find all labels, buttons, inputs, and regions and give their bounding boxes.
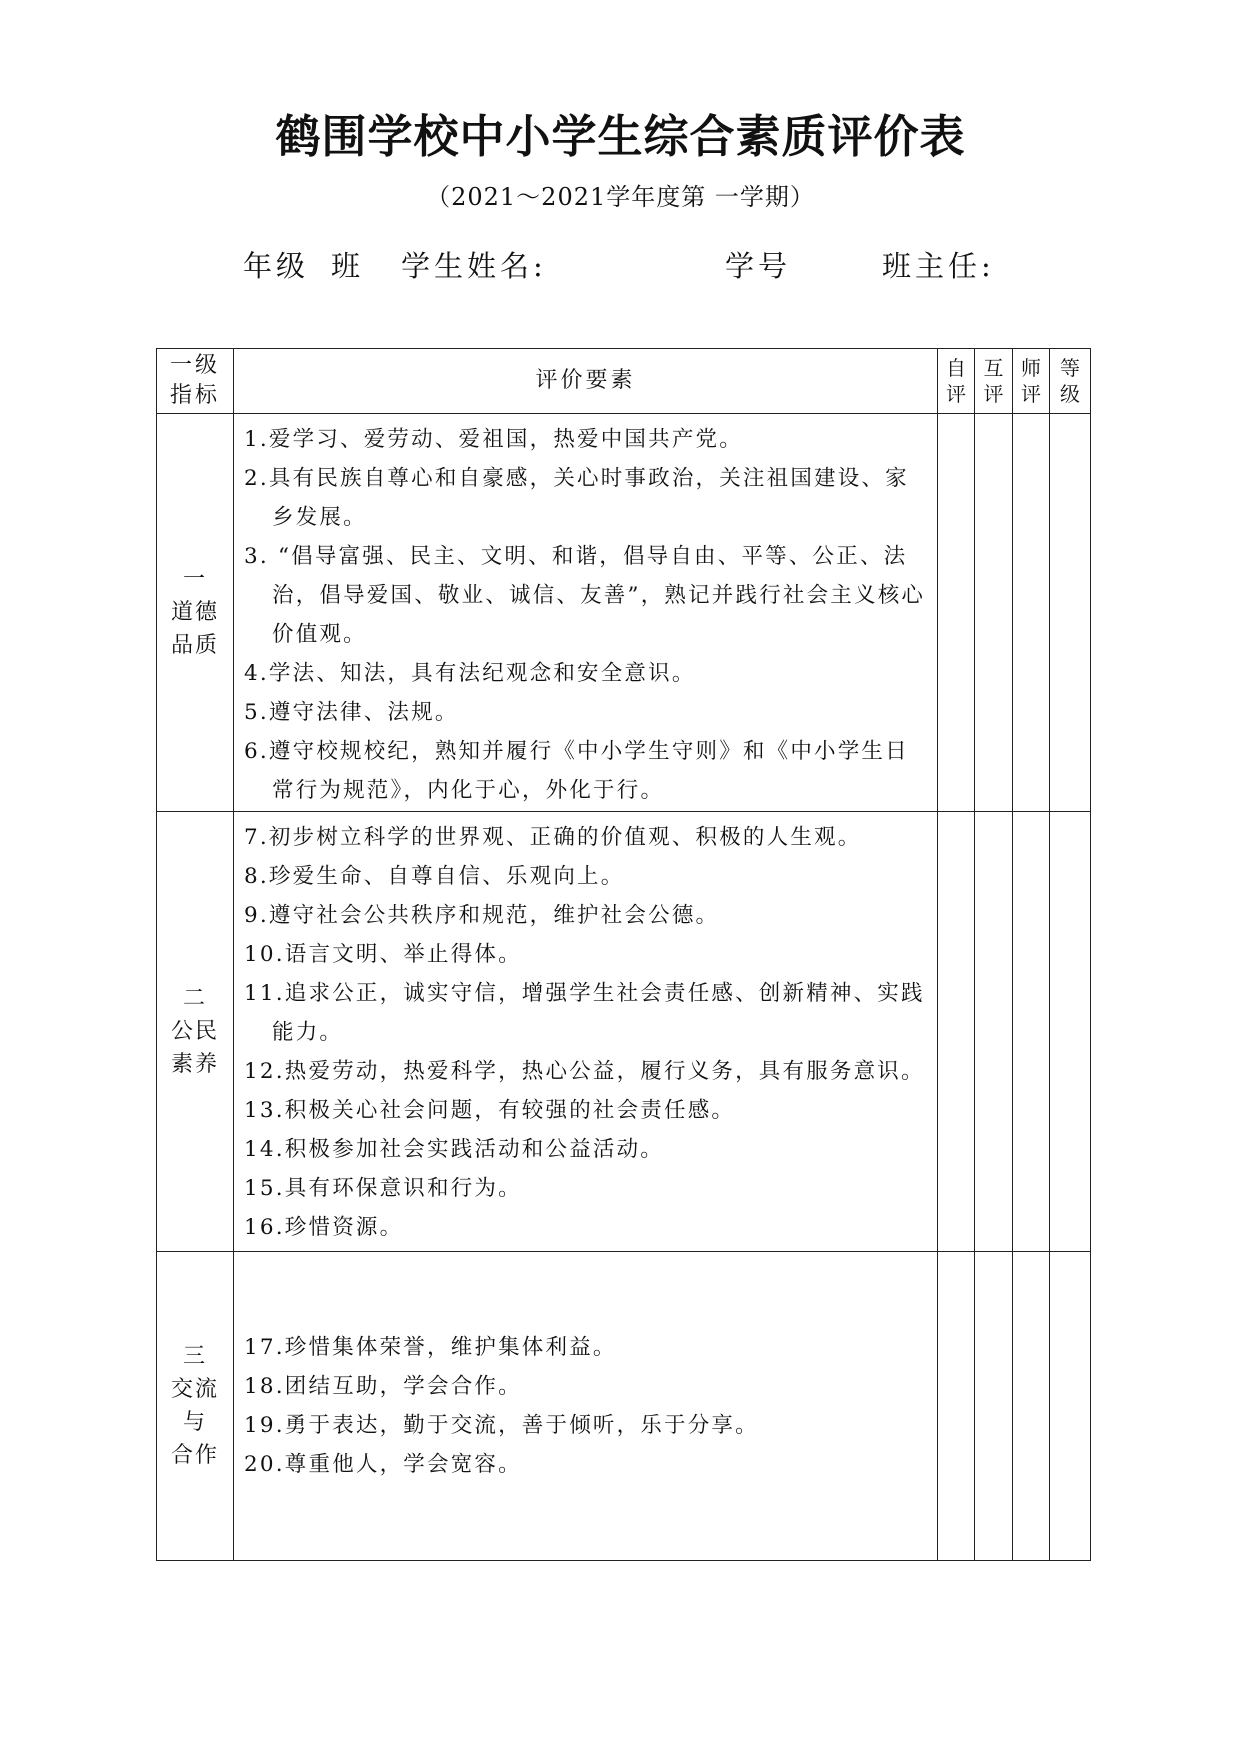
list-item: 1.爱学习、爱劳动、爱祖国，热爱中国共产党。: [244, 427, 743, 452]
header-self-eval: 自 评: [938, 349, 975, 414]
teacher-eval-cell[interactable]: [1013, 1252, 1050, 1561]
list-item: 3. “倡导富强、民主、文明、和谐，倡导自由、平等、公正、法治，倡导爱国、敬业、诚信、友善”，熟记并践行社会主义核心价值观。: [244, 544, 926, 647]
list-item: 15.具有环保意识和行为。: [244, 1176, 522, 1201]
evaluation-table: [156, 348, 1091, 1561]
header-peer-eval: 互 评: [975, 349, 1013, 414]
term-subtitle: （2021～2021学年度第 一学期）: [426, 183, 815, 211]
form-title: 鹤围学校中小学生综合素质评价表: [275, 110, 966, 163]
grade-cell[interactable]: [1050, 414, 1091, 812]
list-item: 18.团结互助，学会合作。: [244, 1374, 522, 1399]
self-eval-cell[interactable]: [938, 1252, 975, 1561]
grade-label: 年级: [243, 249, 310, 283]
header-level1: 一级 指标: [157, 349, 234, 414]
grade-cell[interactable]: [1050, 812, 1091, 1252]
list-item: 14.积极参加社会实践活动和公益活动。: [244, 1137, 664, 1162]
peer-eval-cell[interactable]: [975, 414, 1013, 812]
self-eval-cell[interactable]: [938, 812, 975, 1252]
list-item: 11.追求公正，诚实守信，增强学生社会责任感、创新精神、实践能力。: [244, 981, 925, 1045]
list-item: 5.遵守法律、法规。: [244, 700, 459, 725]
list-item: 9.遵守社会公共秩序和规范，维护社会公德。: [244, 903, 720, 928]
teacher-eval-cell[interactable]: [1013, 414, 1050, 812]
teacher-eval-cell[interactable]: [1013, 812, 1050, 1252]
peer-eval-cell[interactable]: [975, 812, 1013, 1252]
items-cell: [234, 414, 938, 812]
student-number-label: 学号: [725, 249, 792, 283]
student-name-label: 学生姓名:: [401, 249, 547, 283]
list-item: 4.学法、知法，具有法纪观念和安全意识。: [244, 661, 696, 686]
header-grade: 等 级: [1050, 349, 1091, 414]
list-item: 13.积极关心社会问题，有较强的社会责任感。: [244, 1098, 736, 1123]
list-item: 2.具有民族自尊心和自豪感，关心时事政治，关注祖国建设、家乡发展。: [244, 466, 909, 530]
list-item: 19.勇于表达，勤于交流，善于倾听，乐于分享。: [244, 1413, 759, 1438]
header-elements: 评价要素: [234, 349, 938, 414]
grade-cell[interactable]: [1050, 1252, 1091, 1561]
list-item: 6.遵守校规校纪，熟知并履行《中小学生守则》和《中小学生日常行为规范》，内化于心，外化于行。: [244, 739, 909, 803]
table-row: [157, 414, 1091, 812]
peer-eval-cell[interactable]: [975, 1252, 1013, 1561]
table-row: [157, 812, 1091, 1252]
self-eval-cell[interactable]: [938, 414, 975, 812]
items-cell: [234, 812, 938, 1252]
header-teacher-eval: 师 评: [1013, 349, 1050, 414]
list-item: 12.热爱劳动，热爱科学，热心公益，履行义务，具有服务意识。: [244, 1059, 925, 1084]
table-row: [157, 1252, 1091, 1561]
list-item: 17.珍惜集体荣誉，维护集体利益。: [244, 1335, 617, 1360]
items-cell: [234, 1252, 938, 1561]
head-teacher-label: 班主任:: [882, 249, 995, 283]
category-cell: 二 公民 素养: [157, 812, 234, 1252]
list-item: 8.珍爱生命、自尊自信、乐观向上。: [244, 864, 625, 889]
class-label: 班: [331, 249, 365, 283]
header-row: [157, 349, 1091, 414]
list-item: 20.尊重他人，学会宽容。: [244, 1452, 522, 1477]
list-item: 10.语言文明、举止得体。: [244, 942, 522, 967]
list-item: 16.珍惜资源。: [244, 1215, 404, 1240]
category-cell: 三 交流 与 合作: [157, 1252, 234, 1561]
list-item: 7.初步树立科学的世界观、正确的价值观、积极的人生观。: [244, 825, 862, 850]
category-cell: 一 道德 品质: [157, 414, 234, 812]
